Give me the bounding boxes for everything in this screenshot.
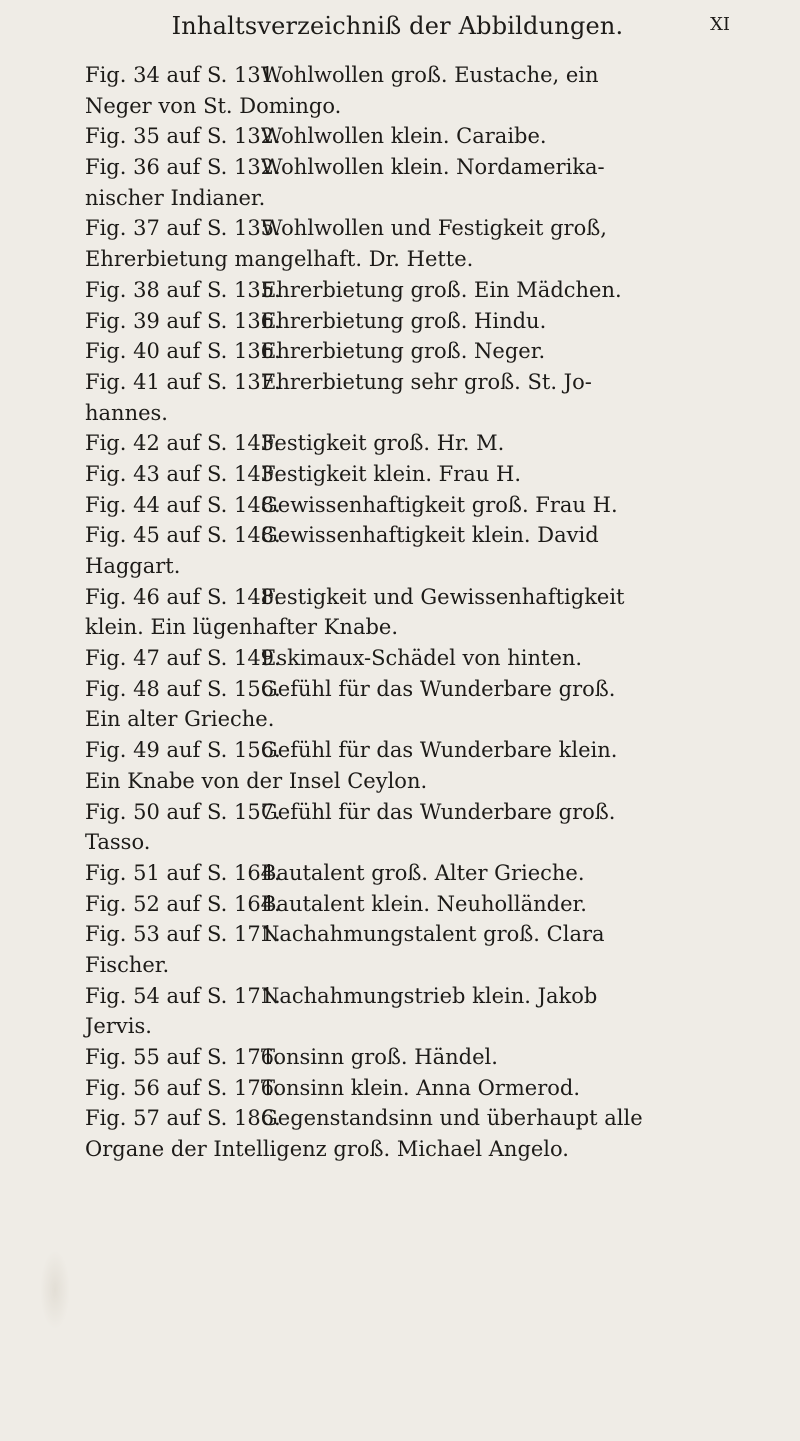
figure-description: Festigkeit und Gewissenhaftigkeit — [261, 584, 625, 609]
figure-reference: Fig. 50 auf S. 157. — [85, 799, 281, 824]
entry-continuation-line — [85, 551, 715, 582]
entry-first-line — [85, 1073, 715, 1104]
figure-description: Bautalent groß. Alter Grieche. — [261, 860, 585, 885]
entry-first-line — [85, 1103, 715, 1134]
figure-entry — [85, 674, 715, 735]
figure-entry — [85, 152, 715, 213]
entry-first-line — [85, 367, 715, 398]
figure-description: Wohlwollen klein. Caraibe. — [261, 124, 547, 149]
figure-description: Bautalent klein. Neuholländer. — [261, 891, 587, 916]
entry-first-line — [85, 490, 715, 521]
figure-reference: Fig. 41 auf S. 137. — [85, 369, 281, 394]
figure-description: Gefühl für das Wunderbare groß. — [261, 676, 616, 701]
entry-first-line — [85, 674, 715, 705]
figure-reference: Fig. 56 auf S. 176. — [85, 1075, 281, 1100]
figure-description: Ehrerbietung groß. Ein Mädchen. — [261, 277, 622, 302]
figure-description: Gewissenhaftigkeit klein. David — [261, 523, 599, 548]
figure-reference: Fig. 46 auf S. 148. — [85, 584, 281, 609]
figure-entry — [85, 858, 715, 889]
figure-entry — [85, 735, 715, 796]
figure-description: Organe der Intelligenz groß. Michael Angelo. — [85, 1137, 569, 1162]
figure-entry — [85, 797, 715, 858]
entry-first-line — [85, 275, 715, 306]
entry-continuation-line — [85, 827, 715, 858]
entry-first-line — [85, 306, 715, 337]
entry-continuation-line — [85, 766, 715, 797]
figure-reference: Fig. 47 auf S. 149. — [85, 646, 281, 671]
figure-description: hannes. — [85, 400, 168, 425]
figure-description: Wohlwollen und Festigkeit groß, — [261, 216, 607, 241]
entry-first-line — [85, 643, 715, 674]
figure-entry — [85, 306, 715, 337]
figure-reference: Fig. 37 auf S. 135. — [85, 216, 281, 241]
figure-description: Wohlwollen klein. Nordamerika- — [261, 155, 605, 180]
figure-reference: Fig. 35 auf S. 132. — [85, 124, 281, 149]
entry-first-line — [85, 121, 715, 152]
figure-entry — [85, 428, 715, 459]
figure-reference: Fig. 52 auf S. 164. — [85, 891, 281, 916]
entry-first-line — [85, 735, 715, 766]
figure-description: Ein alter Grieche. — [85, 707, 275, 732]
figure-entry — [85, 520, 715, 581]
page-header — [85, 12, 730, 42]
entry-continuation-line — [85, 1011, 715, 1042]
figure-description: Gewissenhaftigkeit groß. Frau H. — [261, 492, 618, 517]
figure-entry — [85, 490, 715, 521]
figure-entry — [85, 643, 715, 674]
figure-entry — [85, 213, 715, 274]
entry-continuation-line — [85, 398, 715, 429]
figure-description: Gefühl für das Wunderbare klein. — [261, 738, 618, 763]
figure-description: nischer Indianer. — [85, 185, 266, 210]
figure-list — [85, 60, 715, 1165]
entry-first-line — [85, 336, 715, 367]
figure-description: Festigkeit klein. Frau H. — [261, 461, 521, 486]
entry-first-line — [85, 520, 715, 551]
figure-description: Ehrerbietung groß. Neger. — [261, 339, 546, 364]
figure-reference: Fig. 45 auf S. 148. — [85, 523, 281, 548]
figure-description: Ehrerbietung groß. Hindu. — [261, 308, 547, 333]
entry-first-line — [85, 919, 715, 950]
entry-first-line — [85, 152, 715, 183]
figure-description: Festigkeit groß. Hr. M. — [261, 431, 505, 456]
figure-reference: Fig. 44 auf S. 148. — [85, 492, 281, 517]
figure-description: Ein Knabe von der Insel Ceylon. — [85, 768, 428, 793]
figure-description: Tonsinn groß. Händel. — [261, 1045, 498, 1069]
entry-first-line — [85, 213, 715, 244]
figure-reference: Fig. 38 auf S. 135. — [85, 277, 281, 302]
figure-entry — [85, 582, 715, 643]
paper-stain — [40, 1250, 70, 1330]
entry-first-line — [85, 459, 715, 490]
figure-description: Gefühl für das Wunderbare groß. — [261, 799, 616, 824]
figure-entry — [85, 1103, 715, 1164]
entry-first-line — [85, 889, 715, 920]
entry-first-line — [85, 981, 715, 1012]
entry-first-line — [85, 60, 715, 91]
figure-reference: Fig. 36 auf S. 132. — [85, 155, 281, 180]
entry-first-line — [85, 428, 715, 459]
figure-description: klein. Ein lügenhafter Knabe. — [85, 615, 399, 640]
entry-continuation-line — [85, 704, 715, 735]
figure-description: Nachahmungstrieb klein. Jakob — [261, 983, 598, 1008]
figure-description: Neger von St. Domingo. — [85, 93, 342, 118]
figure-description: Ehrerbietung mangelhaft. Dr. Hette. — [85, 247, 474, 272]
figure-entry — [85, 60, 715, 121]
entry-continuation-line — [85, 244, 715, 275]
page-number: XI — [710, 14, 730, 35]
figure-entry — [85, 459, 715, 490]
entry-first-line — [85, 858, 715, 889]
figure-description: Gegenstandsinn und überhaupt alle — [261, 1106, 643, 1131]
entry-continuation-line — [85, 612, 715, 643]
entry-first-line — [85, 797, 715, 828]
figure-reference: Fig. 51 auf S. 164. — [85, 860, 281, 885]
figure-description: Nachahmungstalent groß. Clara — [261, 922, 605, 947]
page-title: Inhaltsverzeichniß der Abbildungen. — [171, 12, 624, 40]
figure-description: Eskimaux-Schädel von hinten. — [261, 646, 583, 671]
figure-reference: Fig. 42 auf S. 143. — [85, 431, 281, 456]
figure-entry — [85, 981, 715, 1042]
figure-reference: Fig. 55 auf S. 176. — [85, 1045, 281, 1069]
entry-continuation-line — [85, 950, 715, 981]
figure-description: Ehrerbietung sehr groß. St. Jo- — [261, 369, 592, 394]
figure-reference: Fig. 43 auf S. 143. — [85, 461, 281, 486]
figure-entry — [85, 1073, 715, 1104]
figure-reference: Fig. 34 auf S. 131. — [85, 63, 281, 87]
figure-reference: Fig. 57 auf S. 186. — [85, 1106, 281, 1131]
figure-entry — [85, 121, 715, 152]
figure-reference: Fig. 49 auf S. 156. — [85, 738, 281, 763]
figure-entry — [85, 367, 715, 428]
figure-description: Wohlwollen groß. Eustache, ein — [261, 63, 599, 87]
figure-entry — [85, 1042, 715, 1073]
entry-continuation-line — [85, 1134, 715, 1165]
figure-entry — [85, 919, 715, 980]
entry-first-line — [85, 582, 715, 613]
figure-entry — [85, 275, 715, 306]
figure-description: Tonsinn klein. Anna Ormerod. — [261, 1075, 581, 1100]
figure-reference: Fig. 53 auf S. 171. — [85, 922, 281, 947]
figure-description: Jervis. — [85, 1014, 152, 1039]
figure-description: Haggart. — [85, 554, 181, 578]
figure-reference: Fig. 54 auf S. 171. — [85, 983, 281, 1008]
entry-continuation-line — [85, 183, 715, 214]
figure-reference: Fig. 40 auf S. 136. — [85, 339, 281, 364]
figure-entry — [85, 336, 715, 367]
figure-entry — [85, 889, 715, 920]
entry-continuation-line — [85, 91, 715, 122]
figure-description: Tasso. — [85, 830, 151, 855]
figure-description: Fischer. — [85, 952, 170, 977]
figure-reference: Fig. 48 auf S. 156. — [85, 676, 281, 701]
entry-first-line — [85, 1042, 715, 1073]
figure-reference: Fig. 39 auf S. 136. — [85, 308, 281, 333]
